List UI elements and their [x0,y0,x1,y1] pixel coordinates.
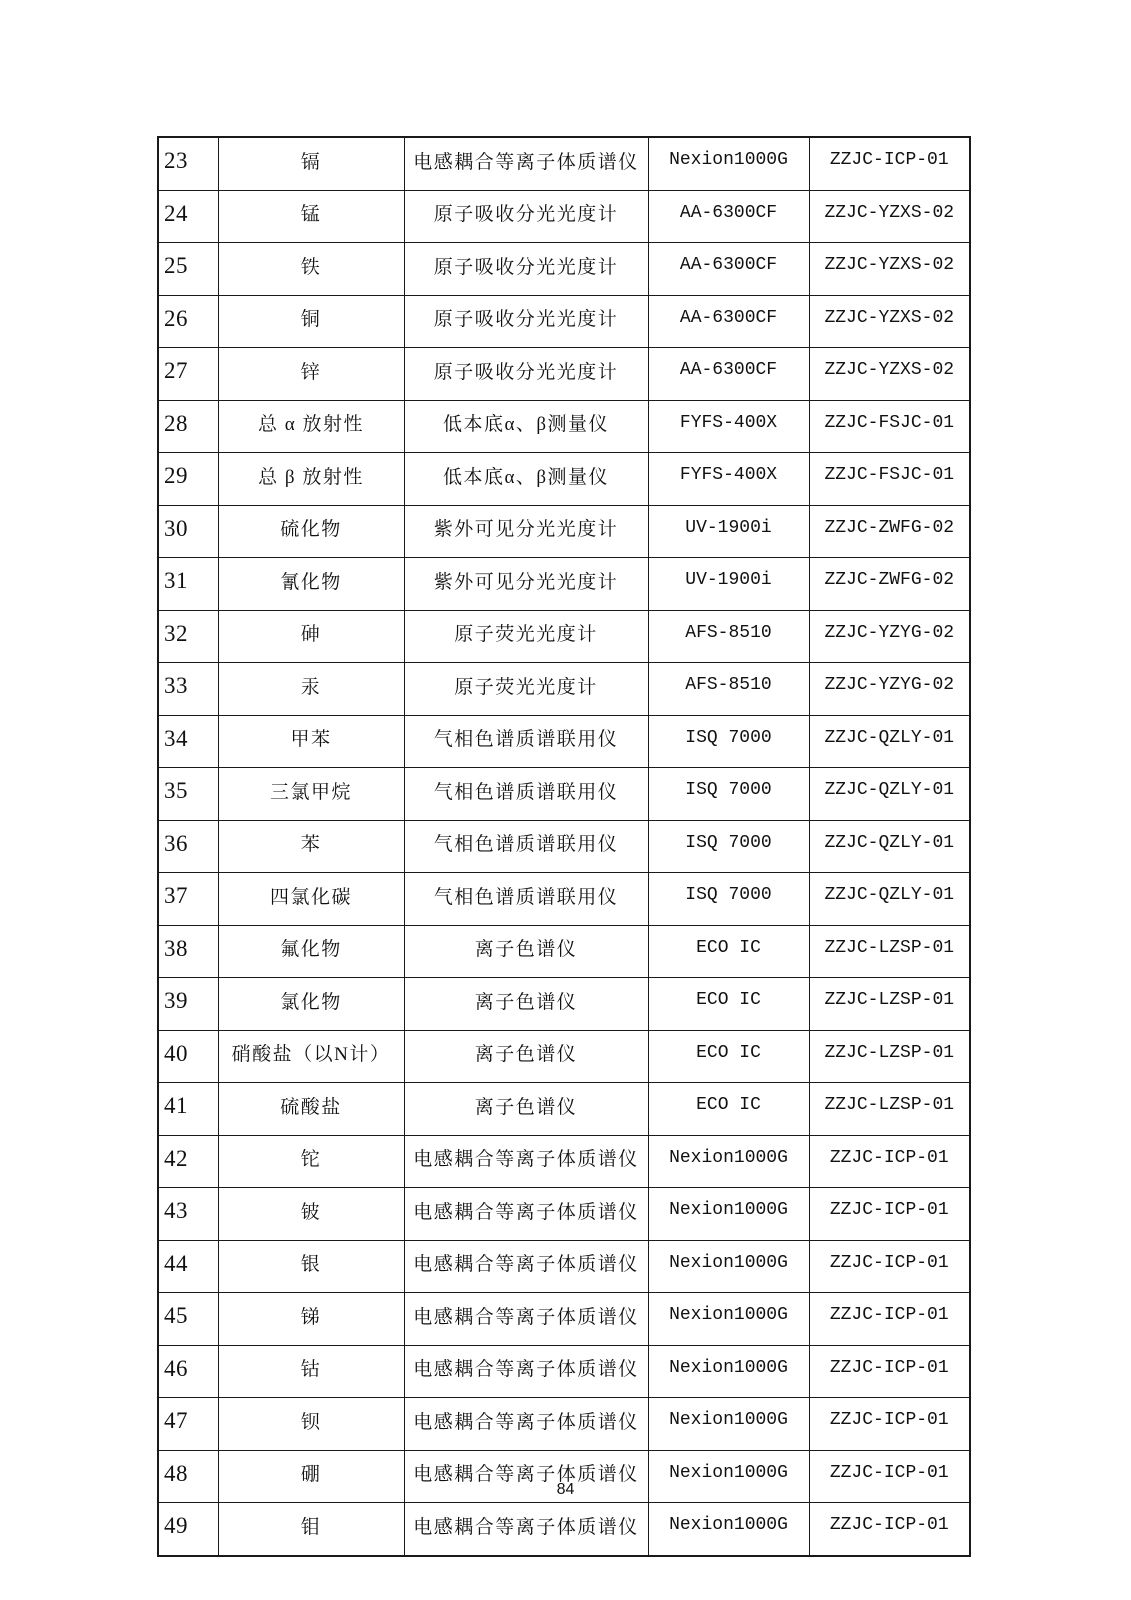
instrument-code-cell: ZZJC-YZXS-02 [809,348,970,401]
parameter-name-cell: 氯化物 [218,978,404,1031]
instrument-name-cell: 紫外可见分光光度计 [404,505,648,558]
instrument-name-cell: 电感耦合等离子体质谱仪 [404,1135,648,1188]
parameter-name-cell: 铜 [218,295,404,348]
row-number-cell: 30 [158,505,218,558]
instrument-model-cell: Nexion1000G [648,1503,809,1556]
instrument-model-cell: ECO IC [648,1083,809,1136]
instrument-name-cell: 电感耦合等离子体质谱仪 [404,1503,648,1556]
row-number-cell: 48 [158,1450,218,1503]
row-number-cell: 23 [158,137,218,190]
row-number-cell: 25 [158,243,218,296]
row-number-cell: 26 [158,295,218,348]
instrument-name-cell: 低本底α、β测量仪 [404,400,648,453]
instrument-code-cell: ZZJC-ICP-01 [809,1345,970,1398]
instrument-model-cell: ECO IC [648,925,809,978]
instrument-name-cell: 离子色谱仪 [404,1083,648,1136]
table-row [158,610,970,663]
instrument-code-cell: ZZJC-LZSP-01 [809,1030,970,1083]
parameter-name-cell: 锌 [218,348,404,401]
parameter-name-cell: 银 [218,1240,404,1293]
instrument-name-cell: 电感耦合等离子体质谱仪 [404,1293,648,1346]
table-row [158,820,970,873]
parameter-name-cell: 锑 [218,1293,404,1346]
instrument-code-cell: ZZJC-ICP-01 [809,1188,970,1241]
instrument-name-cell: 原子吸收分光光度计 [404,190,648,243]
instrument-code-cell: ZZJC-LZSP-01 [809,978,970,1031]
table-row [158,715,970,768]
instrument-model-cell: Nexion1000G [648,1450,809,1503]
instrument-code-cell: ZZJC-FSJC-01 [809,453,970,506]
parameter-name-cell: 钴 [218,1345,404,1398]
instrument-code-cell: ZZJC-FSJC-01 [809,400,970,453]
row-number-cell: 47 [158,1398,218,1451]
instrument-model-cell: Nexion1000G [648,1135,809,1188]
row-number-cell: 38 [158,925,218,978]
instrument-code-cell: ZZJC-QZLY-01 [809,873,970,926]
instrument-name-cell: 气相色谱质谱联用仪 [404,768,648,821]
row-number-cell: 37 [158,873,218,926]
instrument-code-cell: ZZJC-ICP-01 [809,1398,970,1451]
instrument-name-cell: 紫外可见分光光度计 [404,558,648,611]
table-row [158,1398,970,1451]
instrument-name-cell: 低本底α、β测量仪 [404,453,648,506]
instrument-model-cell: ECO IC [648,1030,809,1083]
row-number-cell: 41 [158,1083,218,1136]
instrument-code-cell: ZZJC-YZXS-02 [809,190,970,243]
table-row [158,663,970,716]
instrument-name-cell: 原子吸收分光光度计 [404,348,648,401]
table-row [158,243,970,296]
instrument-model-cell: ISQ 7000 [648,715,809,768]
instrument-code-cell: ZZJC-QZLY-01 [809,820,970,873]
instrument-name-cell: 气相色谱质谱联用仪 [404,715,648,768]
instrument-name-cell: 电感耦合等离子体质谱仪 [404,1398,648,1451]
instrument-model-cell: Nexion1000G [648,1398,809,1451]
instrument-model-cell: Nexion1000G [648,1293,809,1346]
parameter-name-cell: 硝酸盐（以N计） [218,1030,404,1083]
parameter-name-cell: 砷 [218,610,404,663]
parameter-name-cell: 铊 [218,1135,404,1188]
row-number-cell: 39 [158,978,218,1031]
instrument-code-cell: ZZJC-ICP-01 [809,1293,970,1346]
parameter-name-cell: 氰化物 [218,558,404,611]
instrument-code-cell: ZZJC-LZSP-01 [809,1083,970,1136]
instrument-code-cell: ZZJC-ICP-01 [809,137,970,190]
table-row [158,1293,970,1346]
instrument-code-cell: ZZJC-ICP-01 [809,1240,970,1293]
row-number-cell: 36 [158,820,218,873]
instrument-model-cell: Nexion1000G [648,1240,809,1293]
parameter-name-cell: 氟化物 [218,925,404,978]
parameter-name-cell: 硫酸盐 [218,1083,404,1136]
instrument-model-cell: Nexion1000G [648,1345,809,1398]
table-row [158,925,970,978]
instrument-model-cell: Nexion1000G [648,137,809,190]
instrument-code-cell: ZZJC-QZLY-01 [809,715,970,768]
table-row [158,1188,970,1241]
table-row [158,505,970,558]
table-row [158,1135,970,1188]
parameter-name-cell: 硼 [218,1450,404,1503]
row-number-cell: 24 [158,190,218,243]
parameter-name-cell: 苯 [218,820,404,873]
instrument-code-cell: ZZJC-ZWFG-02 [809,505,970,558]
instrument-code-cell: ZZJC-ICP-01 [809,1135,970,1188]
table-row [158,190,970,243]
instrument-name-cell: 离子色谱仪 [404,1030,648,1083]
parameter-name-cell: 总 β 放射性 [218,453,404,506]
table-row [158,1240,970,1293]
instrument-code-cell: ZZJC-YZXS-02 [809,295,970,348]
instrument-model-cell: AA-6300CF [648,243,809,296]
table-row [158,137,970,190]
parameter-name-cell: 四氯化碳 [218,873,404,926]
table-row [158,1083,970,1136]
instrument-model-cell: FYFS-400X [648,453,809,506]
table-row [158,1503,970,1556]
instrument-model-cell: AA-6300CF [648,190,809,243]
instrument-name-cell: 电感耦合等离子体质谱仪 [404,137,648,190]
instrument-name-cell: 原子荧光光度计 [404,610,648,663]
instrument-name-cell: 气相色谱质谱联用仪 [404,873,648,926]
table-row [158,348,970,401]
page-number: 84 [556,1481,575,1498]
instrument-code-cell: ZZJC-YZYG-02 [809,610,970,663]
table-row [158,400,970,453]
instrument-name-cell: 气相色谱质谱联用仪 [404,820,648,873]
instrument-code-cell: ZZJC-ZWFG-02 [809,558,970,611]
table-row [158,873,970,926]
instrument-code-cell: ZZJC-YZYG-02 [809,663,970,716]
row-number-cell: 49 [158,1503,218,1556]
instrument-code-cell: ZZJC-YZXS-02 [809,243,970,296]
instrument-model-cell: AFS-8510 [648,610,809,663]
row-number-cell: 40 [158,1030,218,1083]
parameter-name-cell: 铁 [218,243,404,296]
row-number-cell: 28 [158,400,218,453]
parameter-name-cell: 铍 [218,1188,404,1241]
instrument-name-cell: 电感耦合等离子体质谱仪 [404,1345,648,1398]
instrument-model-cell: UV-1900i [648,558,809,611]
instrument-model-cell: Nexion1000G [648,1188,809,1241]
instrument-code-cell: ZZJC-ICP-01 [809,1503,970,1556]
table-row [158,1030,970,1083]
row-number-cell: 46 [158,1345,218,1398]
instrument-model-cell: ISQ 7000 [648,820,809,873]
table-row [158,453,970,506]
instrument-model-cell: ISQ 7000 [648,873,809,926]
parameter-name-cell: 总 α 放射性 [218,400,404,453]
parameter-name-cell: 甲苯 [218,715,404,768]
row-number-cell: 43 [158,1188,218,1241]
parameter-name-cell: 汞 [218,663,404,716]
row-number-cell: 33 [158,663,218,716]
table-row [158,1345,970,1398]
instrument-code-cell: ZZJC-LZSP-01 [809,925,970,978]
instrument-code-cell: ZZJC-QZLY-01 [809,768,970,821]
row-number-cell: 32 [158,610,218,663]
instrument-model-cell: ECO IC [648,978,809,1031]
instrument-name-cell: 原子吸收分光光度计 [404,243,648,296]
table-row [158,768,970,821]
row-number-cell: 34 [158,715,218,768]
row-number-cell: 45 [158,1293,218,1346]
row-number-cell: 29 [158,453,218,506]
instrument-name-cell: 离子色谱仪 [404,978,648,1031]
instrument-name-cell: 电感耦合等离子体质谱仪 [404,1188,648,1241]
table-row [158,295,970,348]
instrument-model-cell: UV-1900i [648,505,809,558]
instrument-name-cell: 原子吸收分光光度计 [404,295,648,348]
instrument-name-cell: 原子荧光光度计 [404,663,648,716]
instrument-table [157,136,971,1557]
row-number-cell: 35 [158,768,218,821]
row-number-cell: 27 [158,348,218,401]
parameter-name-cell: 三氯甲烷 [218,768,404,821]
table-row [158,558,970,611]
parameter-name-cell: 钼 [218,1503,404,1556]
parameter-name-cell: 锰 [218,190,404,243]
row-number-cell: 44 [158,1240,218,1293]
instrument-model-cell: AFS-8510 [648,663,809,716]
row-number-cell: 31 [158,558,218,611]
instrument-model-cell: AA-6300CF [648,348,809,401]
instrument-name-cell: 电感耦合等离子体质谱仪 [404,1240,648,1293]
row-number-cell: 42 [158,1135,218,1188]
instrument-name-cell: 电感耦合等离子体质谱仪 [404,1450,648,1503]
instrument-code-cell: ZZJC-ICP-01 [809,1450,970,1503]
instrument-table-body [158,137,970,1556]
instrument-model-cell: AA-6300CF [648,295,809,348]
instrument-model-cell: FYFS-400X [648,400,809,453]
table-row [158,978,970,1031]
instrument-model-cell: ISQ 7000 [648,768,809,821]
parameter-name-cell: 硫化物 [218,505,404,558]
instrument-name-cell: 离子色谱仪 [404,925,648,978]
parameter-name-cell: 钡 [218,1398,404,1451]
parameter-name-cell: 镉 [218,137,404,190]
